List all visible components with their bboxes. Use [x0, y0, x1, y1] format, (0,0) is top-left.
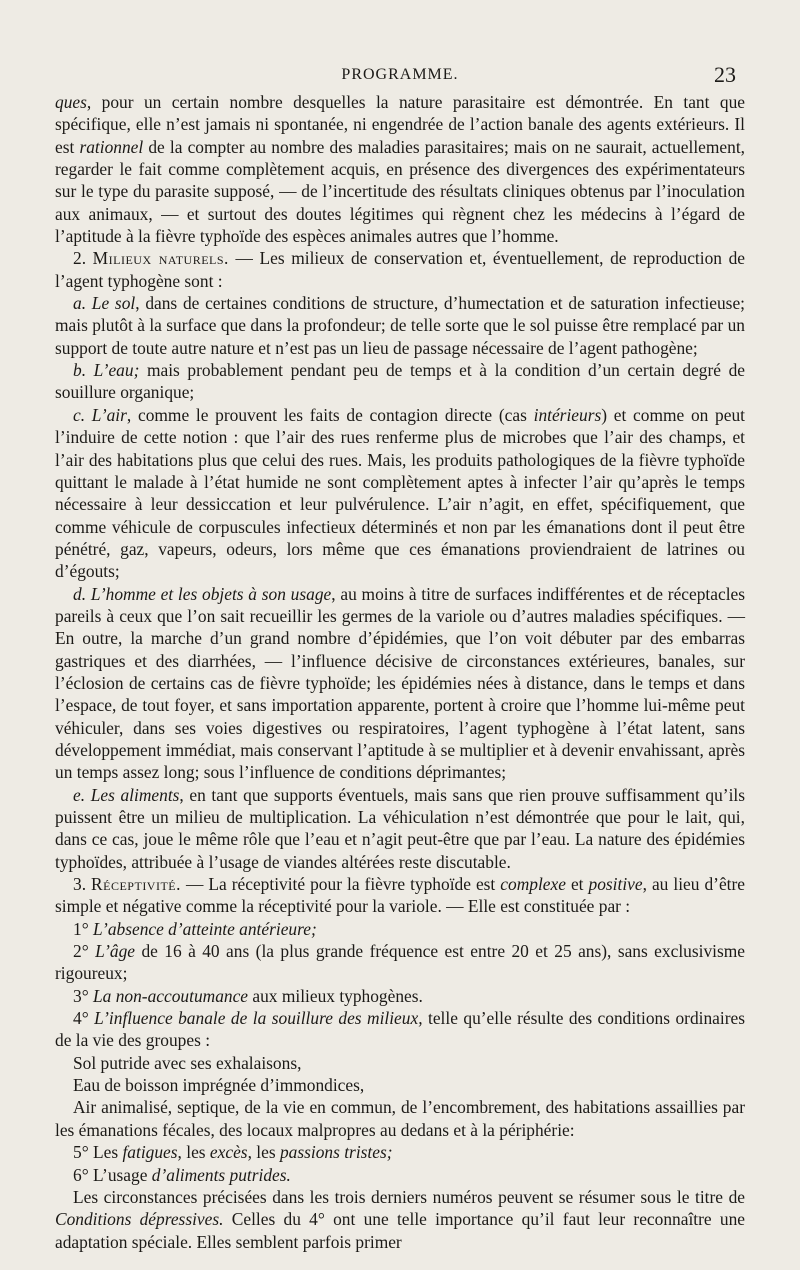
section-heading: Milieux naturels. [92, 248, 229, 269]
section-heading: Réceptivité. [91, 874, 181, 895]
list-item-3: 3° La non-accoutumance aux milieux typhogènes. [73, 985, 423, 1006]
paragraph-intro: ques, pour un certain nombre desquelles la nature parasitaire est démontrée. En tant que spécifique, elle n’est jamais ni spontanée, ni engendrée de l’action banale des agents extérieurs. Il est rationnel de la compter au nombre des maladies parasitaires; mais on ne saurait, actuellement, regarder le fait comme complètement acquis, en présence des divergences des expérimentateurs sur le type du parasite supposé, — de l’incertitude des résultats cliniques obtenus par l’inoculation aux animaux, — et surtout des doutes légitimes qui règnent chez les médecins à l’égard de l’aptitude à la fièvre typhoïde des espèces animales autres que l’homme. [55, 92, 745, 247]
section-receptivite: 3. Réceptivité. — La réceptivité pour la fièvre typhoïde est complexe et positive, au lieu d’être simple et négative comme la réceptivité pour la variole. — Elle est constituée par : [55, 874, 746, 917]
section-milieux-naturels: 2. Milieux naturels. — Les milieux de conservation et, éventuellement, de reproduction de l’agent typhogène sont : [55, 248, 746, 291]
item-homme: d. L’homme et les objets à son usage, au moins à titre de surfaces indifférentes et de réceptacles pareils à ceux que l’on sait recueillir les germes de la variole ou d’autres maladies spécifiques. — En outre, la marche d’un grand nombre d’épidémies, que l’on voit débuter par des embarras gastriques et des diarrhées, — l’influence décisive de circonstances extérieures, banales, sur l’éclosion de certains cas de fièvre typhoïde; les épidémies nées à distance, dans le temps et dans l’espace, de tout foyer, et sans importation apparente, portent à croire que l’homme lui-même peut véhiculer, dans ses voies digestives ou respiratoires, l’agent typhogène à l’état latent, sans développement immédiat, mais conservant l’aptitude à se multiplier et à devenir envahissant, après un temps assez long; sous l’influence de conditions déprimantes; [55, 583, 746, 783]
item-aliments: e. Les aliments, en tant que supports éventuels, mais sans que rien prouve suffisamment qu’ils puissent être un milieu de multiplication. La véhiculation n’est démontrée que pour le lait, qui, dans ce cas, joue le même rôle que l’eau et n’agit peut-être que par l’eau. La nature des épidémies typhoïdes, attribuée à l’usage de viandes altérées reste discutable. [55, 784, 746, 872]
list-item-5: 5° Les fatigues, les excès, les passions tristes; [73, 1142, 393, 1163]
list-item-1: 1° L’absence d’atteinte antérieure; [73, 918, 317, 939]
sub-item-eau: Eau de boisson imprégnée d’immondices, [73, 1075, 365, 1096]
list-item-4: 4° L’influence banale de la souillure des milieux, telle qu’elle résulte des conditions ordinaires de la vie des groupes : [55, 1008, 745, 1051]
list-item-6: 6° L’usage d’aliments putrides. [73, 1164, 291, 1185]
page-number: 23 [714, 62, 736, 87]
body-text [55, 91, 745, 1253]
intro-fragment: ques [55, 92, 87, 112]
sub-item-sol: Sol putride avec ses exhalaisons, [73, 1052, 302, 1073]
item-air: c. L’air, comme le prouvent les faits de contagion directe (cas intérieurs) et comme on peut l’induire de cette notion : que l’air des rues renferme plus de microbes que l’air des champs, et l’air des habitations plus que celui des rues. Mais, les produits pathologiques de la fièvre typhoïde quittant le malade à l’état humide ne sont complètement aptes à infecter l’air qu’après le temps nécessaire à leur dessiccation et leur pulvérulence. L’air n’agit, en effet, spécifiquement, que comme véhicule de corpuscules infectieux déterminés et non par les émanations dont il peut être pénétré, gaz, vapeurs, odeurs, lors même que ces émanations proviendraient de latrines ou d’égouts; [55, 404, 745, 582]
item-eau: b. L’eau; mais probablement pendant peu de temps et à la condition d’un certain degré de souillure organique; [55, 360, 745, 403]
item-sol: a. Le sol, dans de certaines conditions de structure, d’humectation et de saturation infectieuse; mais plutôt à la surface que dans la profondeur; de telle sorte que le sol puisse être remplacé par un support de toute autre nature et n’est pas un lieu de passage nécessaire de l’agent pathogène; [55, 293, 746, 358]
running-title: PROGRAMME. [341, 66, 459, 83]
list-item-2: 2° L’âge de 16 à 40 ans (la plus grande fréquence est entre 20 et 25 ans), sans exclusivisme rigoureux; [55, 941, 745, 984]
paragraph-closing: Les circonstances précisées dans les trois derniers numéros peuvent se résumer sous le titre de Conditions dépressives. Celles du 4° ont une telle importance qu’il faut leur reconnaître une adaptation spéciale. Elles semblent parfois primer [55, 1186, 745, 1252]
page-header [0, 62, 800, 92]
sub-item-air: Air animalisé, septique, de la vie en commun, de l’encombrement, des habitations assaillies par les émanations fécales, des locaux malpropres au dedans et à la périphérie: [55, 1097, 745, 1140]
